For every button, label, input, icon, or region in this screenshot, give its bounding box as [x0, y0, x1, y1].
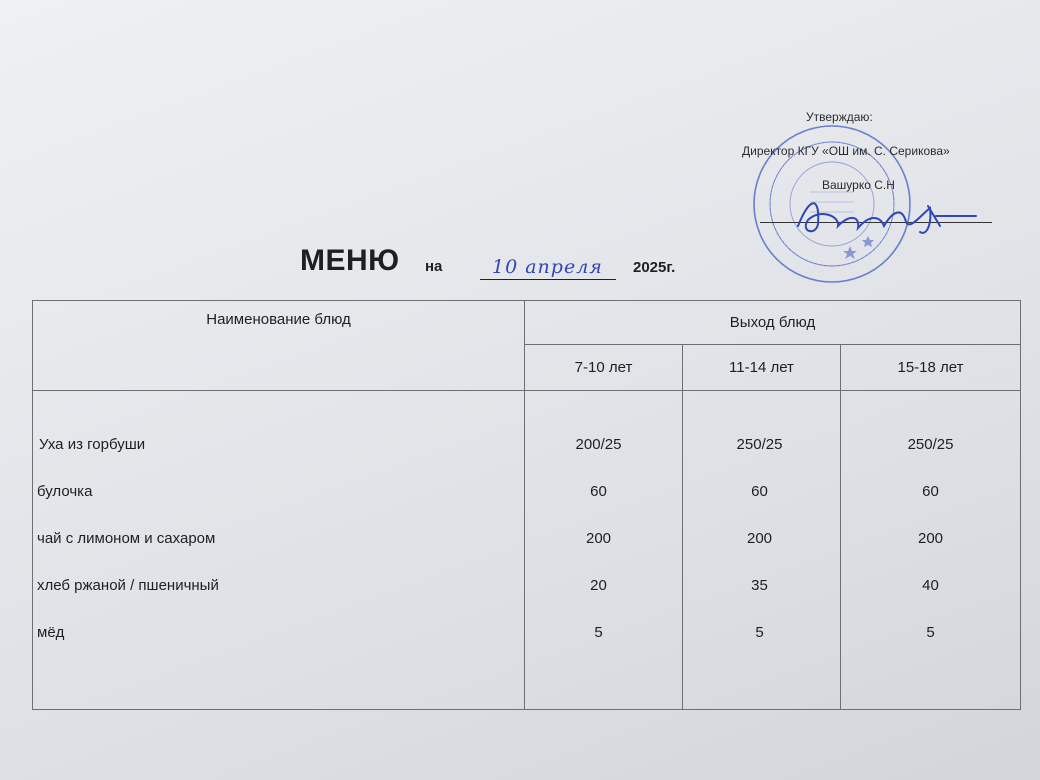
dish-name: булочка [37, 483, 93, 500]
handwritten-date: 10 апреля [492, 256, 603, 278]
dish-name: мёд [37, 624, 65, 641]
output-value: 40 [922, 577, 939, 594]
output-11-14-cell [683, 391, 841, 710]
menu-heading [300, 244, 720, 284]
header-age-15-18: 15-18 лет [841, 345, 1021, 391]
dish-name: хлеб ржаной / пшеничный [37, 577, 219, 594]
output-value: 20 [590, 577, 607, 594]
approval-label: Утверждаю: [806, 110, 873, 124]
output-value: 200 [917, 530, 944, 547]
date-underline [480, 279, 616, 280]
output-value: 35 [751, 577, 768, 594]
output-value: 60 [751, 483, 768, 500]
output-15-18-cell [841, 391, 1021, 710]
dish-name: чай с лимоном и сахаром [37, 530, 216, 547]
output-value: 5 [594, 624, 603, 641]
output-value: 250/25 [907, 436, 954, 453]
output-value: 200 [746, 530, 773, 547]
output-value: 60 [590, 483, 607, 500]
approval-block [730, 108, 990, 243]
header-dish-name: Наименование блюд [33, 301, 525, 391]
director-name: Вашурко С.Н [822, 178, 895, 192]
menu-table [32, 300, 1021, 710]
header-dish-output: Выход блюд [525, 301, 1021, 345]
title-year: 2025г. [633, 259, 676, 276]
output-value: 5 [755, 624, 764, 641]
header-age-11-14: 11-14 лет [683, 345, 841, 391]
title-preposition: на [425, 258, 443, 275]
output-value: 200/25 [575, 436, 622, 453]
output-value: 60 [922, 483, 939, 500]
dish-name: Уха из горбуши [39, 436, 146, 453]
director-title: Директор КГУ «ОШ им. С. Серикова» [742, 144, 950, 158]
page-title: МЕНЮ [300, 244, 400, 277]
output-value: 5 [926, 624, 935, 641]
output-7-10-cell [525, 391, 683, 710]
dish-names-cell [33, 391, 525, 710]
output-value: 250/25 [736, 436, 783, 453]
header-age-7-10: 7-10 лет [525, 345, 683, 391]
output-value: 200 [585, 530, 612, 547]
handwritten-signature [780, 186, 980, 246]
